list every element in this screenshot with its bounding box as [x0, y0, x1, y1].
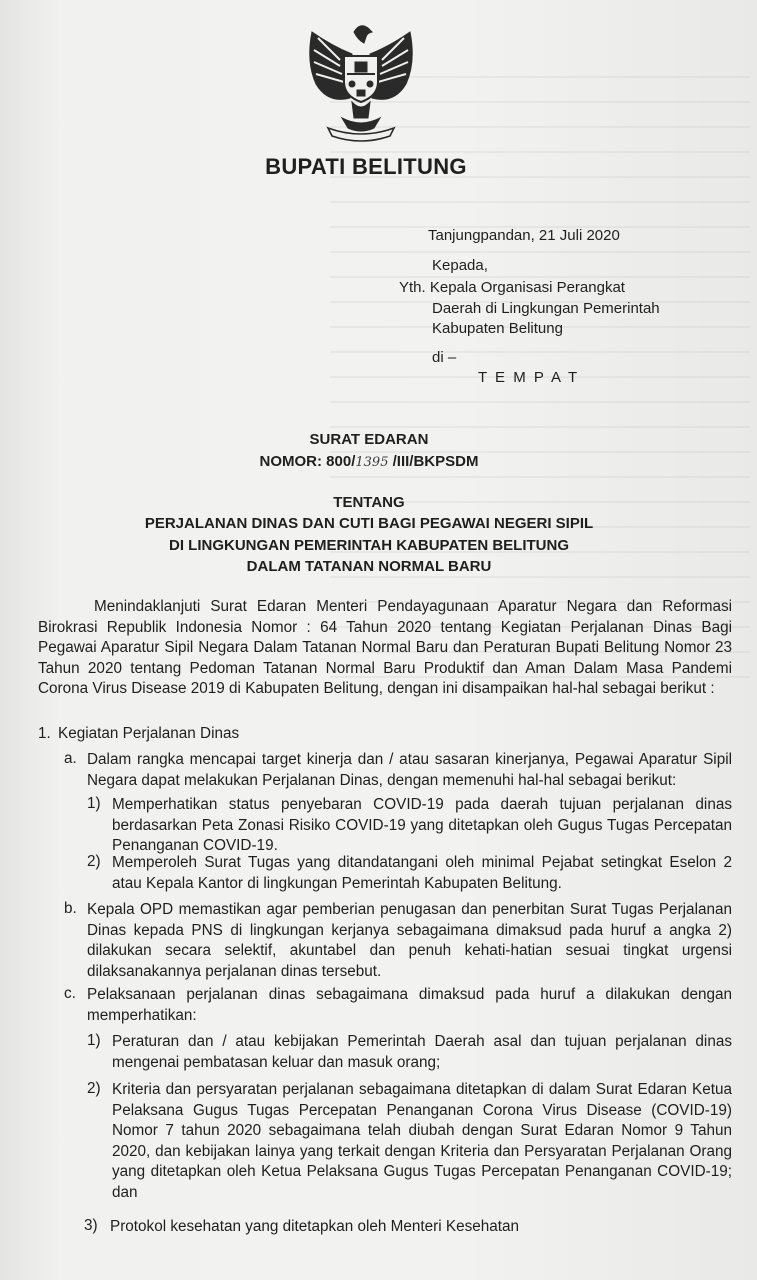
item-marker: b. — [64, 900, 77, 917]
garuda-emblem-icon — [302, 14, 420, 146]
letterhead-title: BUPATI BELITUNG — [265, 154, 467, 179]
to-label: Kepada, — [432, 257, 488, 274]
subitem-marker: 2) — [87, 853, 101, 870]
subitem-marker: 1) — [87, 795, 101, 812]
subitem-marker: 2) — [87, 1080, 101, 1097]
item-c-text: Pelaksanaan perjalanan dinas sebagaimana dimaksud pada huruf a dilakukan dengan memperhatikan: — [87, 986, 732, 1024]
subitem-marker: 1) — [87, 1032, 101, 1049]
doc-number — [0, 453, 738, 470]
item-marker: c. — [64, 985, 76, 1002]
item-a1-text: Memperhatikan status penyebaran COVID-19 pada daerah tujuan perjalanan dinas berdasarkan Peta Zonasi Risiko COVID-19 yang ditetapkan oleh Gugus Tugas Percepatan Penanganan COVID-19. — [112, 796, 732, 854]
subitem-marker: 3) — [84, 1217, 98, 1234]
item-a-text: Dalam rangka mencapai target kinerja dan / atau sasaran kinerjanya, Pegawai Aparatur Sipil Negara dapat melakukan Perjalanan Dinas, dengan memenuhi hal-hal sebagai berikut: — [87, 751, 732, 789]
subject-line: DALAM TATANAN NORMAL BARU — [246, 558, 492, 575]
subject-line: DI LINGKUNGAN PEMERINTAH KABUPATEN BELITUNG — [169, 537, 569, 554]
doc-type: SURAT EDARAN — [309, 431, 429, 448]
garuda-pancasila-emblem-icon — [302, 14, 420, 146]
section-marker: 1. — [38, 725, 51, 742]
recipient-line: Kabupaten Belitung — [432, 320, 563, 337]
place-date: Tanjungpandan, 21 Juli 2020 — [428, 227, 620, 244]
item-marker: a. — [64, 750, 77, 767]
doc-number-prefix: NOMOR: 800/ — [259, 453, 356, 470]
item-c3-text: Protokol kesehatan yang ditetapkan oleh Menteri Kesehatan — [110, 1218, 520, 1235]
item-c1-text: Peraturan dan / atau kebijakan Pemerintah Daerah asal dan tujuan perjalanan dinas mengenai pembatasan keluar dan masuk orang; — [112, 1033, 732, 1071]
subject-line: PERJALANAN DINAS DAN CUTI BAGI PEGAWAI NEGERI SIPIL — [144, 515, 594, 532]
place-label: T E M P A T — [478, 369, 580, 386]
section-title: Kegiatan Perjalanan Dinas — [58, 725, 240, 742]
item-a2-text: Memperoleh Surat Tugas yang ditandatangani oleh minimal Pejabat setingkat Eselon 2 atau Kepala Kantor di lingkungan Pemerintah Kabupaten Belitung. — [112, 854, 732, 892]
recipient-line: Yth. Kepala Organisasi Perangkat — [399, 279, 625, 296]
intro-paragraph: Menindaklanjuti Surat Edaran Menteri Pendayagunaan Aparatur Negara dan Reformasi Birokrasi Republik Indonesia Nomor : 64 Tahun 2020 tentang Kegiatan Perjalanan Dinas Bagi Pegawai Aparatur Sipil Negara Dalam Tatanan Normal Baru dan Peraturan Bupati Belitung Nomor 23 Tahun 2020 tentang Pedoman Tatanan Normal Baru Produktif dan Aman Dalam Masa Pandemi Corona Virus Disease 2019 di Kabupaten Belitung, dengan ini disampaikan hal-hal sebagai berikut : — [38, 598, 732, 697]
doc-number-suffix: /III/BKPSDM — [388, 453, 479, 470]
item-c2-text: Kriteria dan persyaratan perjalanan sebagaimana ditetapkan di dalam Surat Edaran Ketua Pelaksana Gugus Tugas Percepatan Penanganan Corona Virus Disease (COVID-19) Nomor 7 tahun 2020 sebagaimana telah diubah dengan Surat Edaran Nomor 9 Tahun 2020, dan kebijakan lainya yang terkait dengan Kriteria dan Persyaratan Perjalanan Orang yang ditetapkan oleh Ketua Pelaksana Gugus Tugas Percepatan Penanganan COVID-19; dan — [112, 1081, 732, 1201]
item-b-text: Kepala OPD memastikan agar pemberian penugasan dan penerbitan Surat Tugas Perjalanan Dinas kepada PNS di lingkungan kerjanya sebagaimana dimaksud pada huruf a angka 2) dilakukan secara selektif, akuntabel dan penuh kehati-hatian sesuai tingkat urgensi dilaksanakannya perjalanan dinas tersebut. — [87, 901, 732, 980]
doc-number-handwritten: 1395 — [355, 455, 389, 470]
at-label: di – — [432, 349, 457, 366]
about-label: TENTANG — [333, 494, 405, 511]
recipient-line: Daerah di Lingkungan Pemerintah — [432, 300, 660, 317]
